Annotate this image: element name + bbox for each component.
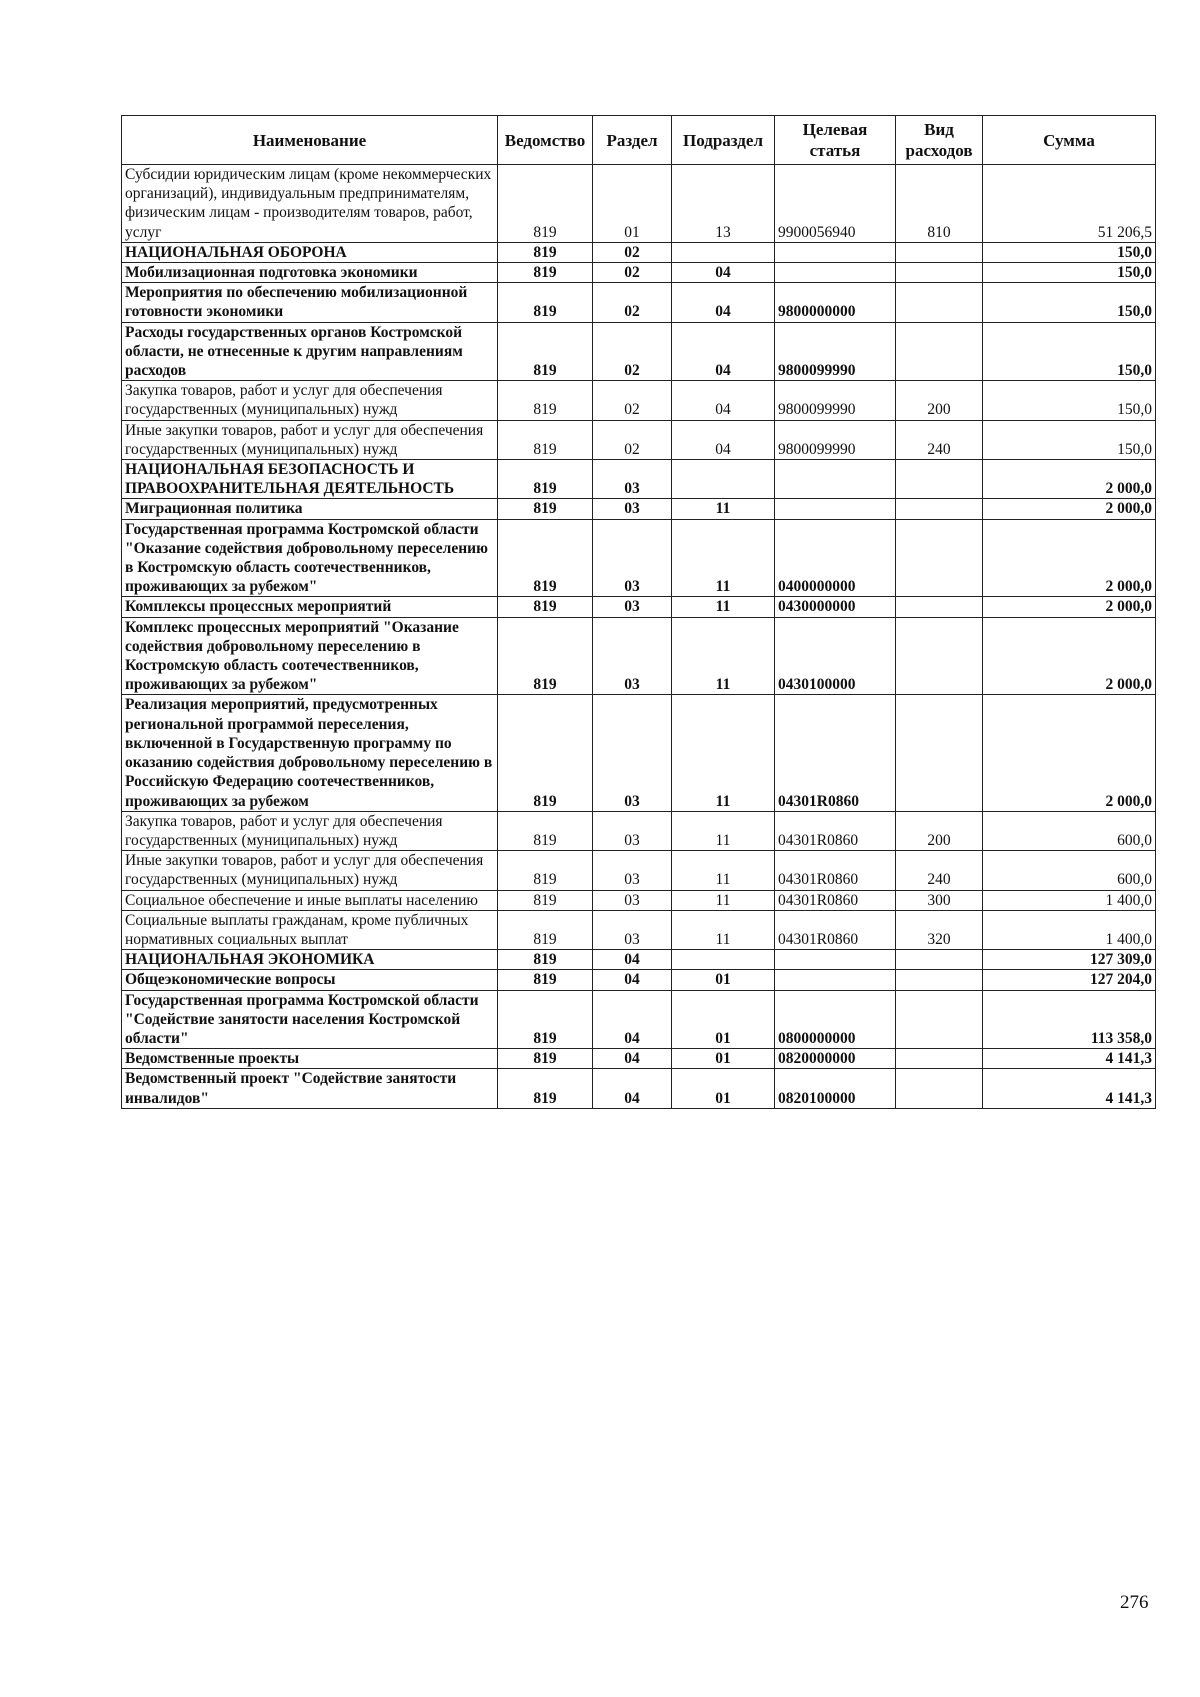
cell-subsection: 11 [672,499,775,519]
cell-target: 9800099990 [775,381,896,420]
cell-kind [896,617,983,695]
cell-sum: 2 000,0 [983,597,1156,617]
cell-kind [896,950,983,970]
cell-name: НАЦИОНАЛЬНАЯ БЕЗОПАСНОСТЬ И ПРАВООХРАНИТЕЛЬНАЯ ДЕЯТЕЛЬНОСТЬ [122,460,498,499]
cell-subsection: 01 [672,990,775,1049]
cell-section: 03 [593,499,672,519]
cell-section: 02 [593,322,672,381]
cell-target: 0820100000 [775,1069,896,1108]
cell-subsection: 11 [672,890,775,910]
table-row [122,499,1156,519]
cell-dept: 819 [498,990,593,1049]
cell-section: 04 [593,1049,672,1069]
cell-kind [896,695,983,811]
cell-dept: 819 [498,811,593,850]
cell-kind [896,1069,983,1108]
table-row [122,597,1156,617]
cell-dept: 819 [498,381,593,420]
cell-kind: 240 [896,851,983,890]
cell-name: Комплексы процессных мероприятий [122,597,498,617]
cell-target: 0400000000 [775,519,896,597]
cell-subsection: 11 [672,597,775,617]
cell-kind: 320 [896,910,983,949]
cell-subsection: 11 [672,695,775,811]
table-row [122,970,1156,990]
cell-target [775,460,896,499]
cell-sum: 4 141,3 [983,1049,1156,1069]
budget-table [121,115,1156,1109]
cell-kind [896,970,983,990]
cell-sum: 150,0 [983,420,1156,459]
cell-target [775,242,896,262]
col-header-name: Наименование [122,116,498,165]
cell-kind: 300 [896,890,983,910]
table-row [122,263,1156,283]
col-header-section: Раздел [593,116,672,165]
cell-section: 03 [593,851,672,890]
cell-name: Мероприятия по обеспечению мобилизационной готовности экономики [122,283,498,322]
cell-section: 03 [593,695,672,811]
cell-target: 9800099990 [775,322,896,381]
cell-sum: 150,0 [983,242,1156,262]
col-header-kind: Вид расходов [896,116,983,165]
cell-sum: 2 000,0 [983,695,1156,811]
cell-dept: 819 [498,695,593,811]
cell-target: 04301R0860 [775,890,896,910]
cell-name: Расходы государственных органов Костромской области, не отнесенные к другим направлениям расходов [122,322,498,381]
table-row [122,420,1156,459]
cell-kind [896,263,983,283]
cell-subsection: 01 [672,970,775,990]
cell-sum: 127 204,0 [983,970,1156,990]
cell-target: 0800000000 [775,990,896,1049]
table-row [122,851,1156,890]
cell-name: Социальное обеспечение и иные выплаты населению [122,890,498,910]
cell-dept: 819 [498,283,593,322]
cell-name: Иные закупки товаров, работ и услуг для обеспечения государственных (муниципальных) нужд [122,420,498,459]
cell-name: Закупка товаров, работ и услуг для обеспечения государственных (муниципальных) нужд [122,381,498,420]
cell-dept: 819 [498,420,593,459]
cell-subsection: 04 [672,381,775,420]
cell-sum: 2 000,0 [983,460,1156,499]
cell-target [775,499,896,519]
cell-sum: 2 000,0 [983,617,1156,695]
cell-kind [896,597,983,617]
cell-sum: 150,0 [983,322,1156,381]
cell-target: 04301R0860 [775,851,896,890]
cell-subsection: 11 [672,617,775,695]
cell-target: 9800099990 [775,420,896,459]
cell-section: 04 [593,970,672,990]
cell-section: 01 [593,165,672,243]
cell-name: НАЦИОНАЛЬНАЯ ОБОРОНА [122,242,498,262]
table-row [122,322,1156,381]
cell-subsection: 11 [672,519,775,597]
cell-name: Государственная программа Костромской области "Оказание содействия добровольному переселению в Костромскую область соотечественников, проживающих за рубежом" [122,519,498,597]
cell-subsection: 13 [672,165,775,243]
cell-kind [896,519,983,597]
cell-section: 02 [593,283,672,322]
cell-kind [896,990,983,1049]
cell-dept: 819 [498,263,593,283]
cell-kind [896,242,983,262]
cell-kind [896,322,983,381]
cell-name: Иные закупки товаров, работ и услуг для обеспечения государственных (муниципальных) нужд [122,851,498,890]
cell-dept: 819 [498,597,593,617]
cell-sum: 2 000,0 [983,519,1156,597]
cell-kind: 810 [896,165,983,243]
cell-section: 04 [593,990,672,1049]
cell-section: 04 [593,950,672,970]
cell-target: 0820000000 [775,1049,896,1069]
cell-sum: 4 141,3 [983,1069,1156,1108]
table-row [122,242,1156,262]
table-row [122,283,1156,322]
cell-sum: 150,0 [983,381,1156,420]
cell-target [775,970,896,990]
col-header-target: Целевая статья [775,116,896,165]
cell-dept: 819 [498,165,593,243]
cell-sum: 51 206,5 [983,165,1156,243]
cell-subsection: 01 [672,1049,775,1069]
cell-dept: 819 [498,460,593,499]
cell-section: 03 [593,890,672,910]
cell-subsection: 01 [672,1069,775,1108]
cell-dept: 819 [498,890,593,910]
cell-section: 03 [593,460,672,499]
col-header-sum: Сумма [983,116,1156,165]
cell-dept: 819 [498,519,593,597]
table-row [122,617,1156,695]
table-row [122,519,1156,597]
table-row [122,381,1156,420]
cell-name: Субсидии юридическим лицам (кроме некоммерческих организаций), индивидуальным предпринимателям, физическим лицам - производителям товаров, работ, услуг [122,165,498,243]
table-row [122,695,1156,811]
cell-section: 03 [593,811,672,850]
cell-kind: 200 [896,381,983,420]
table-row [122,950,1156,970]
table-row [122,460,1156,499]
cell-dept: 819 [498,617,593,695]
cell-name: Закупка товаров, работ и услуг для обеспечения государственных (муниципальных) нужд [122,811,498,850]
cell-section: 03 [593,597,672,617]
table-header-row [122,116,1156,165]
cell-sum: 1 400,0 [983,890,1156,910]
cell-subsection: 11 [672,910,775,949]
cell-subsection: 11 [672,851,775,890]
cell-kind: 240 [896,420,983,459]
cell-name: НАЦИОНАЛЬНАЯ ЭКОНОМИКА [122,950,498,970]
cell-sum: 150,0 [983,263,1156,283]
cell-name: Ведомственный проект "Содействие занятости инвалидов" [122,1069,498,1108]
page-number: 276 [1120,1592,1149,1613]
cell-subsection: 04 [672,263,775,283]
cell-target: 9900056940 [775,165,896,243]
cell-target: 9800000000 [775,283,896,322]
cell-sum: 127 309,0 [983,950,1156,970]
cell-section: 02 [593,420,672,459]
cell-sum: 2 000,0 [983,499,1156,519]
cell-dept: 819 [498,851,593,890]
cell-dept: 819 [498,970,593,990]
cell-target [775,950,896,970]
cell-name: Социальные выплаты гражданам, кроме публичных нормативных социальных выплат [122,910,498,949]
cell-section: 03 [593,519,672,597]
table-row [122,1069,1156,1108]
cell-subsection [672,460,775,499]
table-row [122,1049,1156,1069]
cell-kind [896,460,983,499]
cell-section: 02 [593,263,672,283]
cell-subsection: 11 [672,811,775,850]
cell-name: Мобилизационная подготовка экономики [122,263,498,283]
cell-dept: 819 [498,1069,593,1108]
cell-name: Комплекс процессных мероприятий "Оказание содействия добровольному переселению в Костромскую область соотечественников, проживающих за рубежом" [122,617,498,695]
cell-target: 04301R0860 [775,910,896,949]
cell-dept: 819 [498,1049,593,1069]
cell-dept: 819 [498,950,593,970]
cell-sum: 1 400,0 [983,910,1156,949]
cell-name: Государственная программа Костромской области "Содействие занятости населения Костромской области" [122,990,498,1049]
table-row [122,811,1156,850]
cell-section: 03 [593,910,672,949]
cell-name: Общеэкономические вопросы [122,970,498,990]
cell-section: 02 [593,381,672,420]
cell-subsection: 04 [672,420,775,459]
cell-dept: 819 [498,242,593,262]
cell-name: Миграционная политика [122,499,498,519]
cell-kind: 200 [896,811,983,850]
cell-dept: 819 [498,322,593,381]
cell-target: 04301R0860 [775,695,896,811]
cell-kind [896,499,983,519]
col-header-dept: Ведомство [498,116,593,165]
cell-name: Ведомственные проекты [122,1049,498,1069]
cell-target: 04301R0860 [775,811,896,850]
table-row [122,990,1156,1049]
cell-target [775,263,896,283]
table-row [122,165,1156,243]
cell-target: 0430100000 [775,617,896,695]
cell-subsection [672,950,775,970]
col-header-subsection: Подраздел [672,116,775,165]
cell-dept: 819 [498,910,593,949]
cell-section: 04 [593,1069,672,1108]
cell-subsection [672,242,775,262]
table-row [122,910,1156,949]
cell-sum: 113 358,0 [983,990,1156,1049]
cell-target: 0430000000 [775,597,896,617]
cell-section: 03 [593,617,672,695]
cell-sum: 150,0 [983,283,1156,322]
cell-section: 02 [593,242,672,262]
cell-subsection: 04 [672,322,775,381]
cell-sum: 600,0 [983,811,1156,850]
cell-dept: 819 [498,499,593,519]
cell-name: Реализация мероприятий, предусмотренных региональной программой переселения, включенной в Государственную программу по оказанию содействия добровольному переселению в Российскую Федерацию соотечественников, проживающих за рубежом [122,695,498,811]
cell-sum: 600,0 [983,851,1156,890]
cell-kind [896,1049,983,1069]
table-row [122,890,1156,910]
cell-kind [896,283,983,322]
cell-subsection: 04 [672,283,775,322]
